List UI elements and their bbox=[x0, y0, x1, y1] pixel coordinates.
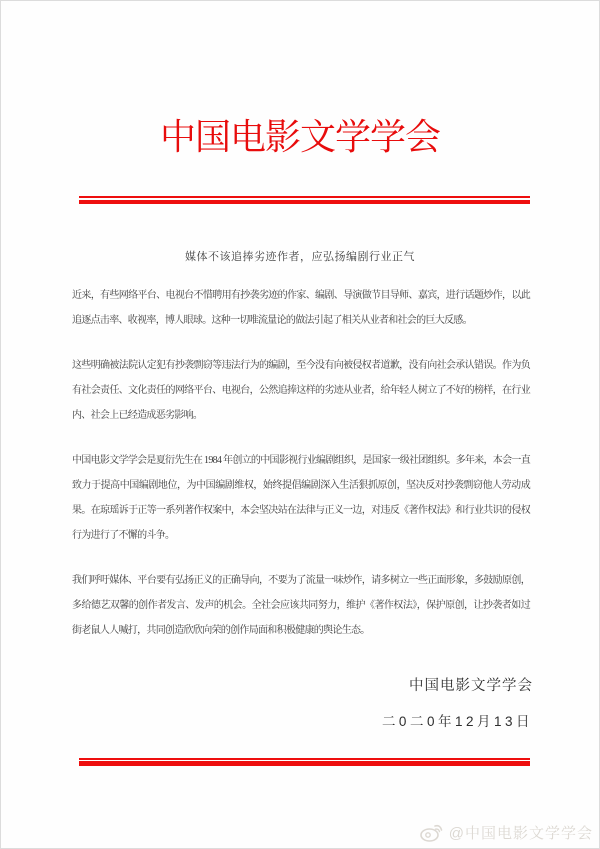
statement-title: 媒体不该追捧劣迹作者，应弘扬编剧行业正气 bbox=[185, 251, 415, 263]
letterhead-rule-bottom bbox=[79, 758, 530, 766]
statement-body bbox=[72, 283, 530, 663]
signature-org-name: 中国电影文学学会 bbox=[409, 678, 533, 694]
watermark-text: @中国电影文学学会 bbox=[448, 824, 593, 842]
body-paragraph: 近来，有些网络平台、电视台不惜聘用有抄袭劣迹的作家、编剧、导演做节目导师、嘉宾，进行话题炒作，以此追逐点击率、收视率，博人眼球。这种一切唯流量论的做法引起了相关从业者和社会的巨大反感。 bbox=[72, 290, 530, 326]
body-paragraph: 这些明确被法院认定犯有抄袭剽窃等违法行为的编剧，至今没有向被侵权者道歉，没有向社会承认错误。作为负有社会责任、文化责任的网络平台、电视台，公然追捧这样的劣迹从业者，给年轻人树立了不好的榜样，在行业内、社会上已经造成恶劣影响。 bbox=[72, 360, 530, 421]
body-paragraph: 我们呼吁媒体、平台要有弘扬正义的正确导向，不要为了流量一味炒作，请多树立一些正面形象，多鼓励原创，多给德艺双馨的创作者发言、发声的机会。全社会应该共同努力，维护《著作权法》，保护原创，让抄袭者如过街老鼠人人喊打，共同创造欣欣向荣的创作局面和积极健康的舆论生态。 bbox=[72, 575, 530, 636]
weibo-icon bbox=[419, 821, 445, 843]
body-paragraph: 中国电影文学学会是夏衍先生在 1984 年创立的中国影视行业编剧组织，是国家一级社团组织。多年来，本会一直致力于提高中国编剧地位，为中国编剧维权，始终提倡编剧深入生活狠抓原创，坚决反对抄袭剽窃他人劳动成果。在琼瑶诉于正等一系列著作权案中，本会坚决站在法律与正义一边，对违反《著作权法》和行业共识的侵权行为进行了不懈的斗争。 bbox=[72, 455, 530, 541]
rule-thick-line bbox=[79, 761, 530, 766]
letterhead-rule-top bbox=[79, 196, 530, 204]
signoff-block bbox=[382, 674, 533, 730]
weibo-watermark bbox=[419, 821, 593, 843]
signature-date: 二0二0年12月13日 bbox=[381, 714, 533, 729]
rule-thick-line bbox=[79, 200, 530, 204]
letterhead-org-title: 中国电影文学学会 bbox=[159, 117, 440, 157]
